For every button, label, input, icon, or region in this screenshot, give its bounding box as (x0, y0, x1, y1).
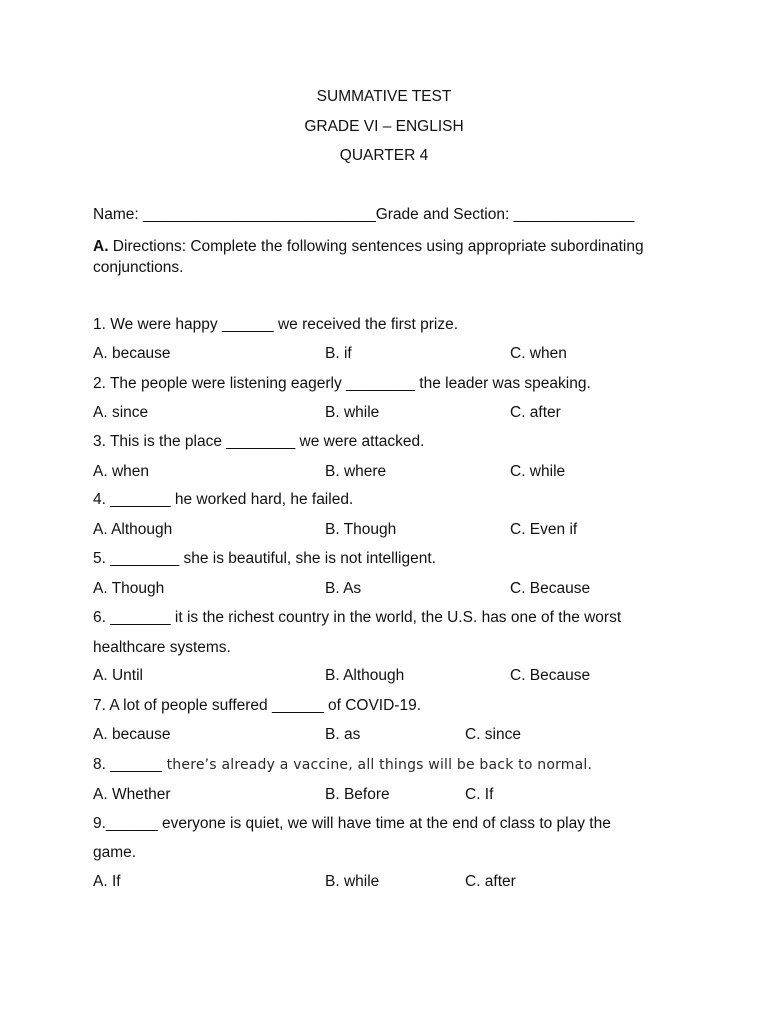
question-6-continued: healthcare systems. (93, 639, 231, 656)
choice-1c: C. when (510, 345, 567, 362)
choice-7b: B. as (325, 726, 361, 743)
choice-7c: C. since (465, 726, 521, 743)
question-1: 1. We were happy ______ we received the first prize. (93, 316, 459, 333)
choice-9c: C. after (465, 873, 516, 890)
choice-8a: A. Whether (93, 786, 171, 803)
question-7: 7. A lot of people suffered ______ of COVID-19. (93, 697, 422, 714)
name-label: Name: (93, 206, 139, 223)
question-9: 9.______ everyone is quiet, we will have time at the end of class to play the (93, 815, 611, 832)
question-8-number: 8. ______ (93, 756, 162, 773)
choice-9b: B. while (325, 873, 380, 890)
choice-5c: C. Because (510, 580, 591, 597)
question-8 (93, 756, 592, 774)
choice-2a: A. since (93, 404, 149, 421)
grade-section-label: Grade and Section: (375, 206, 510, 223)
question-2: 2. The people were listening eagerly ________ the leader was speaking. (93, 375, 591, 392)
choice-6a: A. Until (93, 667, 143, 684)
section-marker: A. (93, 238, 109, 255)
choice-4c: C. Even if (510, 521, 578, 538)
quarter: QUARTER 4 (339, 147, 429, 164)
choice-5b: B. As (325, 580, 362, 597)
grade-subject: GRADE VI – ENGLISH (304, 118, 464, 135)
student-info-line (93, 206, 634, 224)
question-9-continued: game. (93, 844, 137, 861)
choice-4b: B. Though (325, 521, 397, 538)
choice-2b: B. while (325, 404, 380, 421)
choice-6b: B. Although (325, 667, 405, 684)
question-5: 5. ________ she is beautiful, she is not intelligent. (93, 550, 436, 567)
directions-text: Directions: Complete the following sentences using appropriate subordinating conjunctions. (93, 238, 644, 276)
directions (93, 236, 653, 278)
choice-2c: C. after (510, 404, 561, 421)
name-blank: ___________________________ (142, 206, 376, 223)
choice-6c: C. Because (510, 667, 591, 684)
question-6: 6. _______ it is the richest country in the world, the U.S. has one of the worst (93, 609, 622, 626)
choice-7a: A. because (93, 726, 171, 743)
choice-9a: A. If (93, 873, 121, 890)
choice-5a: A. Though (93, 580, 165, 597)
choice-4a: A. Although (93, 521, 173, 538)
choice-8c: C. If (465, 786, 494, 803)
question-3: 3. This is the place ________ we were attacked. (93, 433, 425, 450)
test-title: SUMMATIVE TEST (316, 88, 452, 105)
grade-section-blank: ______________ (513, 206, 635, 223)
choice-8b: B. Before (325, 786, 390, 803)
question-8-text: there’s already a vaccine, all things will be back to normal. (161, 757, 593, 773)
choice-1b: B. if (325, 345, 352, 362)
choice-3b: B. where (325, 463, 387, 480)
choice-3c: C. while (510, 463, 566, 480)
choice-1a: A. because (93, 345, 171, 362)
choice-3a: A. when (93, 463, 150, 480)
question-4: 4. _______ he worked hard, he failed. (93, 491, 354, 508)
